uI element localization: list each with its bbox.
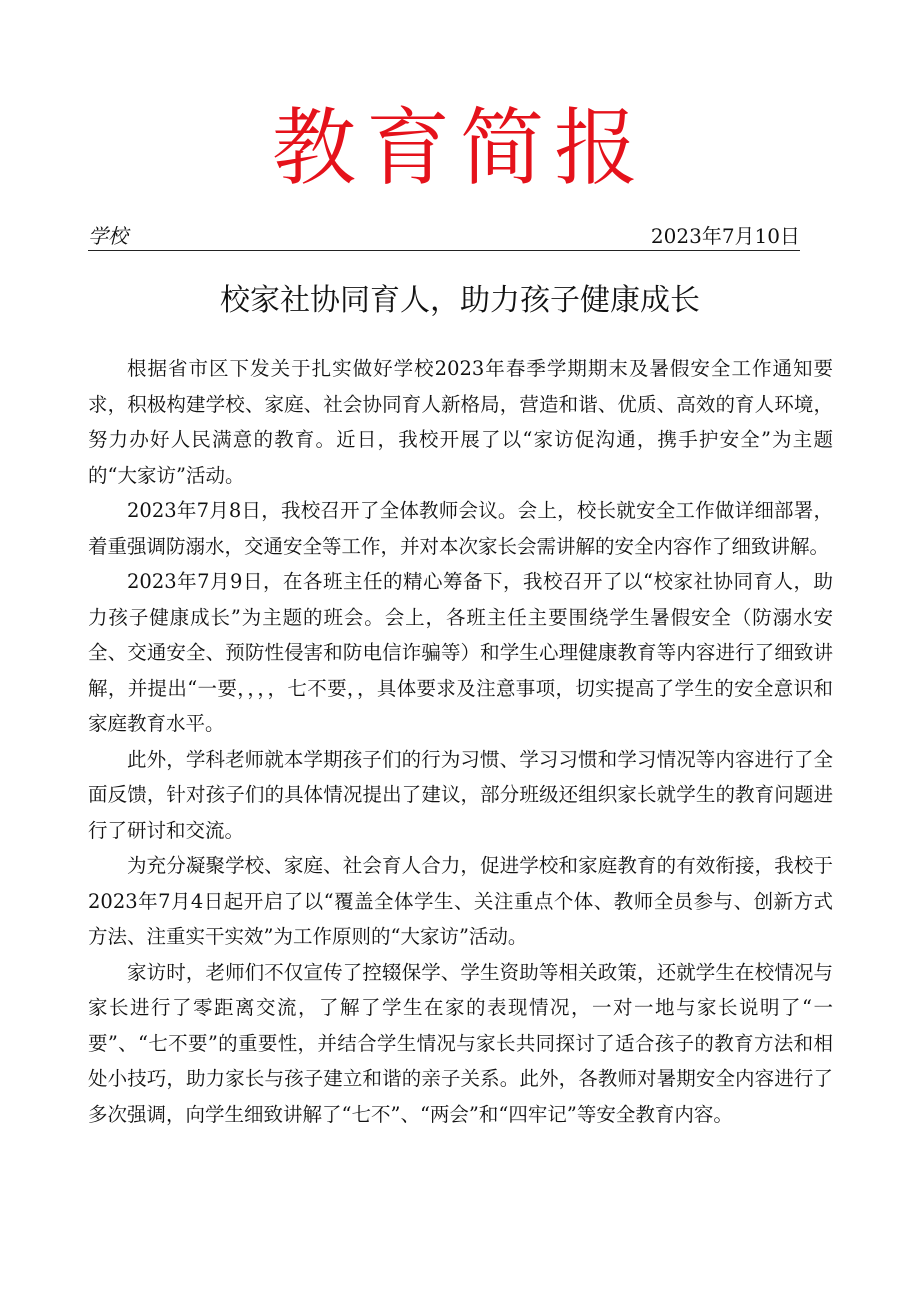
- paragraph: 根据省市区下发关于扎实做好学校2023年春季学期期末及暑假安全工作通知要求，积极构建学校、家庭、社会协同育人新格局，营造和谐、优质、高效的育人环境，努力办好人民满意的教育。近日，我校开展了以“家访促沟通，携手护安全”为主题的“大家访”活动。: [88, 357, 833, 487]
- paragraph: 为充分凝聚学校、家庭、社会育人合力，促进学校和家庭教育的有效衔接，我校于2023年7月4日起开启了以“覆盖全体学生、关注重点个体、教师全员参与、创新方式方法、注重实干实效”为工作原则的“大家访”活动。: [88, 854, 833, 948]
- masthead-title: 教育简报: [271, 99, 648, 197]
- info-bar: [88, 222, 800, 251]
- paragraph: 2023年7月9日，在各班主任的精心筹备下，我校召开了以“校家社协同育人，助力孩子健康成长”为主题的班会。会上，各班主任主要围绕学生暑假安全（防溺水安全、交通安全、预防性侵害和防电信诈骗等）和学生心理健康教育等内容进行了细致讲解，并提出“一要，，，，七不要，，具体要求及注意事项，切实提高了学生的安全意识和家庭教育水平。: [88, 570, 833, 735]
- paragraph: 此外，学科老师就本学期孩子们的行为习惯、学习习惯和学习情况等内容进行了全面反馈，针对孩子们的具体情况提出了建议，部分班级还组织家长就学生的教育问题进行了研讨和交流。: [88, 747, 833, 842]
- issue-date: 2023年7月10日: [650, 224, 800, 248]
- article-headline: 校家社协同育人，助力孩子健康成长: [220, 283, 700, 318]
- school-label: 学校: [88, 224, 128, 248]
- article-body: [88, 351, 833, 1132]
- paragraph: 2023年7月8日，我校召开了全体教师会议。会上，校长就安全工作做详细部署，着重强调防溺水，交通安全等工作，并对本次家长会需讲解的安全内容作了细致讲解。: [88, 499, 833, 558]
- paragraph: 家访时，老师们不仅宣传了控辍保学、学生资助等相关政策，还就学生在校情况与家长进行了零距离交流，了解了学生在家的表现情况，一对一地与家长说明了“一要”、“七不要”的重要性，并结合学生情况与家长共同探讨了适合孩子的教育方法和相处小技巧，助力家长与孩子建立和谐的亲子关系。此外，各教师对暑期安全内容进行了多次强调，向学生细致讲解了“七不”、“两会”和“四牢记”等安全教育内容。: [88, 960, 833, 1126]
